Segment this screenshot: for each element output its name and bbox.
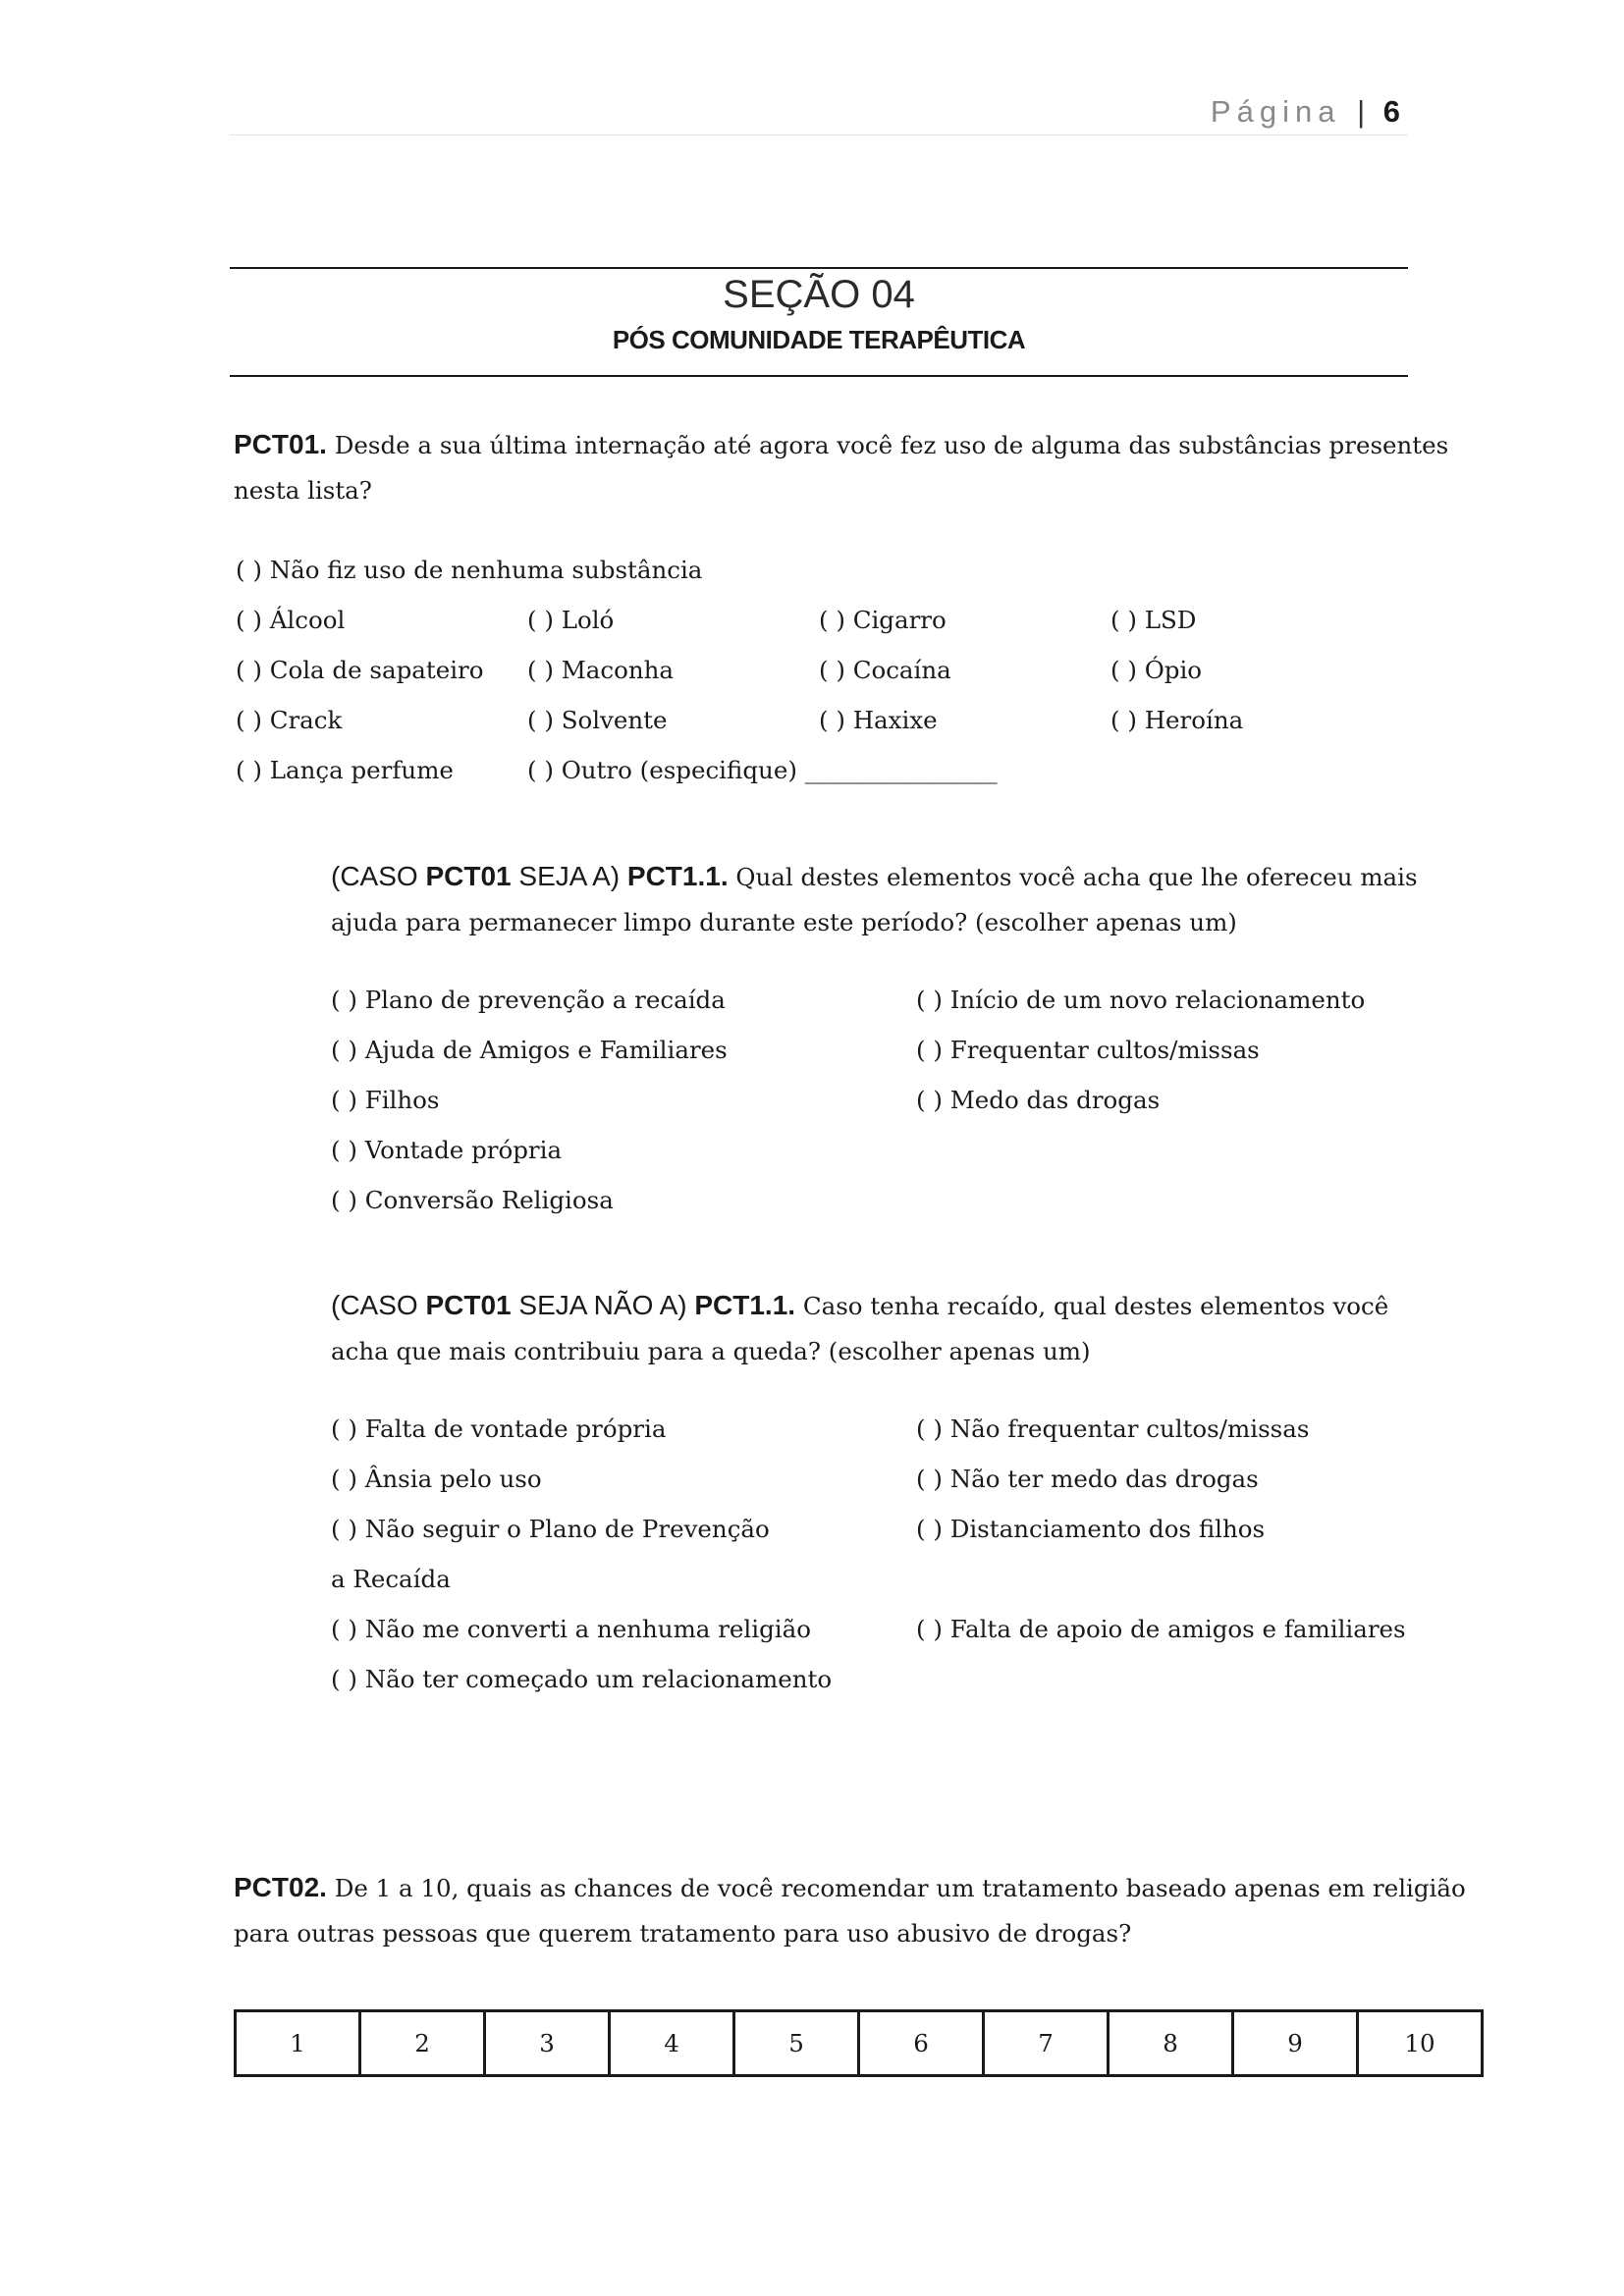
option-nao-converti[interactable]: ( ) Não me converti a nenhuma religião xyxy=(331,1615,811,1643)
case-prefix: (CASO xyxy=(331,861,426,891)
question-text-line1: Desde a sua última internação até agora você fez uso de alguma das substâncias presentes xyxy=(334,431,1449,459)
option-haxixe[interactable]: ( ) Haxixe xyxy=(819,706,938,734)
option-lolo[interactable]: ( ) Loló xyxy=(527,606,615,634)
option-cola[interactable]: ( ) Cola de sapateiro xyxy=(236,656,484,684)
question-code: PCT01. xyxy=(234,429,327,459)
question-text-line2: acha que mais contribuiu para a queda? (escolher apenas um) xyxy=(331,1337,1091,1365)
option-outro[interactable]: ( ) Outro (especifique) ________________ xyxy=(527,756,998,784)
question-code: PCT1.1. xyxy=(626,861,729,891)
option-distanciamento-filhos[interactable]: ( ) Distanciamento dos filhos xyxy=(916,1515,1266,1543)
option-nao-seguir-plano-cont: a Recaída xyxy=(331,1565,451,1593)
option-conversao-religiosa[interactable]: ( ) Conversão Religiosa xyxy=(331,1186,614,1214)
option-cigarro[interactable]: ( ) Cigarro xyxy=(819,606,947,634)
scale-cell-10[interactable]: 10 xyxy=(1358,2011,1483,2076)
page-number: 6 xyxy=(1382,94,1400,129)
rating-scale-table xyxy=(234,2009,1484,2077)
option-frequentar-cultos[interactable]: ( ) Frequentar cultos/missas xyxy=(916,1036,1260,1064)
option-ajuda-amigos[interactable]: ( ) Ajuda de Amigos e Familiares xyxy=(331,1036,728,1064)
option-solvente[interactable]: ( ) Solvente xyxy=(527,706,668,734)
option-none[interactable]: ( ) Não fiz uso de nenhuma substância xyxy=(236,556,703,584)
scale-cell-4[interactable]: 4 xyxy=(610,2011,734,2076)
scale-cell-5[interactable]: 5 xyxy=(734,2011,859,2076)
question-code: PCT02. xyxy=(234,1872,327,1902)
section-title: SEÇÃO 04 xyxy=(723,273,915,316)
question-pct02 xyxy=(234,1865,1466,1956)
page-header xyxy=(1211,94,1400,130)
option-falta-apoio[interactable]: ( ) Falta de apoio de amigos e familiares xyxy=(916,1615,1406,1643)
case-condition: SEJA A) xyxy=(511,861,627,891)
rating-scale-row xyxy=(236,2011,1483,2076)
option-filhos[interactable]: ( ) Filhos xyxy=(331,1086,440,1114)
question-text-line2: para outras pessoas que querem tratamento para uso abusivo de drogas? xyxy=(234,1919,1132,1948)
case-code: PCT01 xyxy=(425,1290,512,1320)
option-nao-medo-drogas[interactable]: ( ) Não ter medo das drogas xyxy=(916,1465,1259,1493)
option-plano-prevencao[interactable]: ( ) Plano de prevenção a recaída xyxy=(331,986,726,1014)
question-code: PCT1.1. xyxy=(694,1290,796,1320)
question-pct11-b xyxy=(331,1283,1388,1374)
question-text-line1: De 1 a 10, quais as chances de você recomendar um tratamento baseado apenas em religião xyxy=(326,1874,1466,1902)
question-text-line2: nesta lista? xyxy=(234,476,372,505)
option-alcool[interactable]: ( ) Álcool xyxy=(236,606,346,634)
option-opio[interactable]: ( ) Ópio xyxy=(1110,656,1203,684)
option-novo-relacionamento[interactable]: ( ) Início de um novo relacionamento xyxy=(916,986,1366,1014)
option-ansia-uso[interactable]: ( ) Ânsia pelo uso xyxy=(331,1465,542,1493)
question-pct11-a xyxy=(331,854,1418,945)
section-bottom-rule xyxy=(230,375,1408,377)
option-crack[interactable]: ( ) Crack xyxy=(236,706,343,734)
option-vontade-propria[interactable]: ( ) Vontade própria xyxy=(331,1136,563,1164)
scale-cell-8[interactable]: 8 xyxy=(1109,2011,1233,2076)
scale-cell-7[interactable]: 7 xyxy=(984,2011,1109,2076)
question-text-line1: Caso tenha recaído, qual destes elementos você xyxy=(795,1292,1389,1320)
case-code: PCT01 xyxy=(425,861,512,891)
option-medo-drogas[interactable]: ( ) Medo das drogas xyxy=(916,1086,1161,1114)
case-prefix: (CASO xyxy=(331,1290,426,1320)
question-pct01 xyxy=(234,422,1448,513)
option-nao-relacionamento[interactable]: ( ) Não ter começado um relacionamento xyxy=(331,1665,833,1693)
question-text-line2: ajuda para permanecer limpo durante este período? (escolher apenas um) xyxy=(331,908,1237,936)
header-divider xyxy=(230,134,1408,135)
option-cocaina[interactable]: ( ) Cocaína xyxy=(819,656,951,684)
page-label: Página xyxy=(1210,94,1341,129)
option-lsd[interactable]: ( ) LSD xyxy=(1110,606,1197,634)
scale-cell-3[interactable]: 3 xyxy=(485,2011,610,2076)
page-separator: | xyxy=(1357,94,1366,129)
option-nao-seguir-plano[interactable]: ( ) Não seguir o Plano de Prevenção xyxy=(331,1515,770,1543)
question-text-line1: Qual destes elementos você acha que lhe ofereceu mais xyxy=(728,863,1418,891)
scale-cell-2[interactable]: 2 xyxy=(360,2011,485,2076)
scale-cell-1[interactable]: 1 xyxy=(236,2011,360,2076)
option-nao-frequentar-cultos[interactable]: ( ) Não frequentar cultos/missas xyxy=(916,1415,1310,1443)
option-lanca-perfume[interactable]: ( ) Lança perfume xyxy=(236,756,454,784)
option-falta-vontade[interactable]: ( ) Falta de vontade própria xyxy=(331,1415,667,1443)
scale-cell-9[interactable]: 9 xyxy=(1233,2011,1358,2076)
option-heroina[interactable]: ( ) Heroína xyxy=(1110,706,1244,734)
scale-cell-6[interactable]: 6 xyxy=(859,2011,984,2076)
case-condition: SEJA NÃO A) xyxy=(511,1290,695,1320)
option-maconha[interactable]: ( ) Maconha xyxy=(527,656,675,684)
section-subtitle: PÓS COMUNIDADE TERAPÊUTICA xyxy=(612,325,1026,354)
